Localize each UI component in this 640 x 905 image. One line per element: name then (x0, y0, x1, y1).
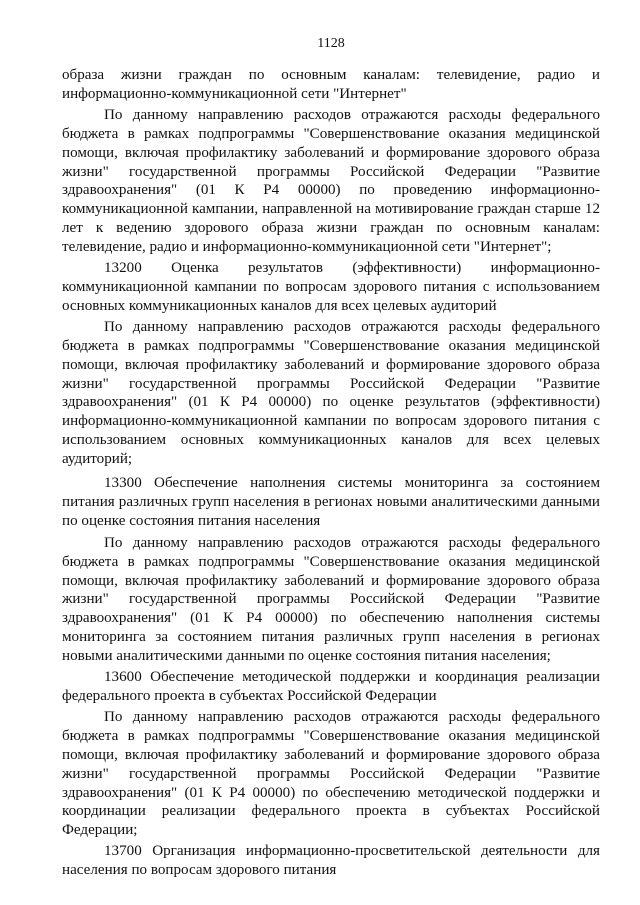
paragraph-expense-description: По данному направлению расходов отражаются расходы федерального бюджета в рамках подпрограммы "Совершенствование оказания медицинской помощи, включая профилактику заболеваний и формирование здорового образа жизни" государственной программы Российской Федерации "Развитие здравоохранения" (01 К Р4 00000) по обеспечению методической поддержки и координации реализации федерального проекта в субъектах Российской Федерации; (62, 708, 600, 839)
document-body (62, 66, 600, 880)
paragraph-code-13300: 13300 Обеспечение наполнения системы мониторинга за состоянием питания различных групп населения в регионах новыми аналитическими данными по оценке состояния питания населения (62, 475, 600, 529)
paragraph-expense-description: По данному направлению расходов отражаются расходы федерального бюджета в рамках подпрограммы "Совершенствование оказания медицинской помощи, включая профилактику заболеваний и формирование здорового образа жизни" государственной программы Российской Федерации "Развитие здравоохранения" (01 К Р4 00000) по проведению информационно-коммуникационной кампании, направленной на мотивирование граждан старше 12 лет к ведению здорового образа жизни граждан по основным каналам: телевидение, радио и информационно-коммуникационной сети "Интернет"; (62, 106, 600, 256)
paragraph-code-13200: 13200 Оценка результатов (эффективности) информационно-коммуникационной кампании по вопросам здорового питания с использованием основных коммуникационных каналов для всех целевых аудиторий (62, 260, 600, 314)
document-page (62, 0, 600, 905)
paragraph-continuation: образа жизни граждан по основным каналам: телевидение, радио и информационно-коммуникационной сети "Интернет" (62, 67, 600, 102)
paragraph-code-13700: 13700 Организация информационно-просветительской деятельности для населения по вопросам здорового питания (62, 843, 600, 879)
paragraph-expense-description: По данному направлению расходов отражаются расходы федерального бюджета в рамках подпрограммы "Совершенствование оказания медицинской помощи, включая профилактику заболеваний и формирование здорового образа жизни" государственной программы Российской Федерации "Развитие здравоохранения" (01 К Р4 00000) по обеспечению наполнения системы мониторинга за состоянием питания различных групп населения в регионах новыми аналитическими данными по оценке состояния питания населения; (62, 534, 600, 665)
page-number: 1128 (317, 36, 345, 51)
paragraph-expense-description: По данному направлению расходов отражаются расходы федерального бюджета в рамках подпрограммы "Совершенствование оказания медицинской помощи, включая профилактику заболеваний и формирование здорового образа жизни" государственной программы Российской Федерации "Развитие здравоохранения" (01 К Р4 00000) по оценке результатов (эффективности) информационно-коммуникационной кампании по вопросам здорового питания с использованием основных коммуникационных каналов для всех целевых аудиторий; (62, 318, 600, 468)
paragraph-code-13600: 13600 Обеспечение методической поддержки и координация реализации федерального проекта в субъектах Российской Федерации (62, 669, 600, 704)
